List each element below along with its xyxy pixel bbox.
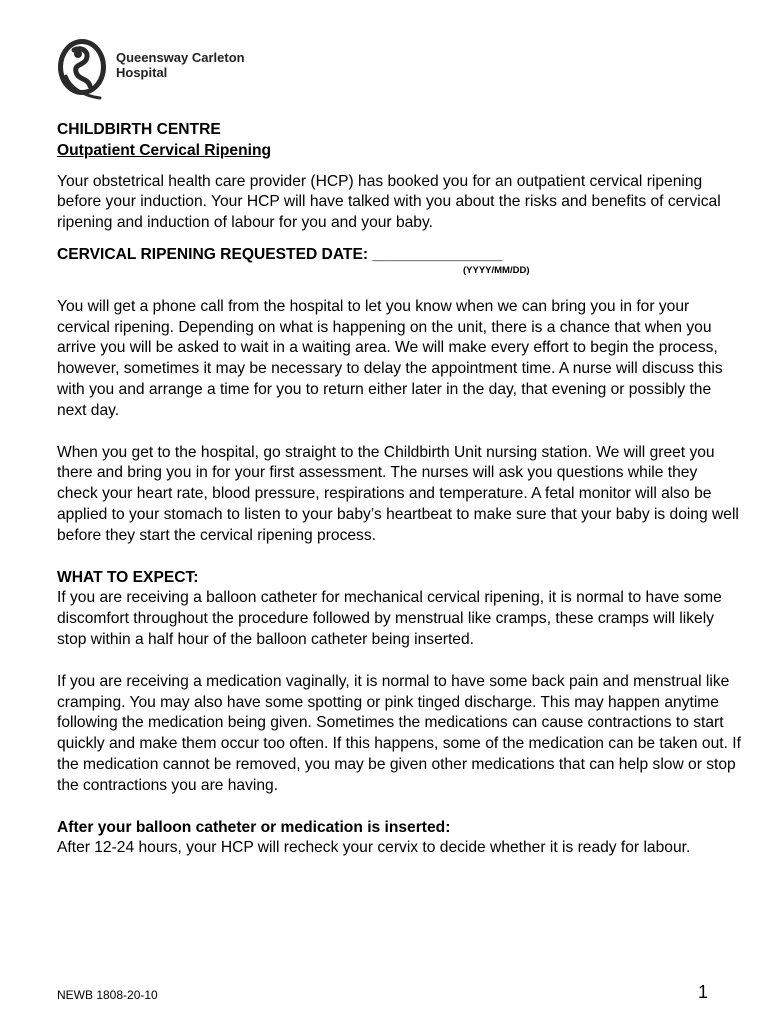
requested-date-label: CERVICAL RIPENING REQUESTED DATE: _______________: [57, 245, 503, 263]
form-code: NEWB 1808-20-10: [57, 988, 158, 1002]
balloon-catheter-paragraph: If you are receiving a balloon catheter for mechanical cervical ripening, it is normal to have some discomfort throughout the procedure followed by menstrual like cramps, these cramps will likely stop within a half hour of the balloon catheter being inserted.: [57, 589, 722, 648]
hospital-logo: [56, 36, 256, 102]
hospital-name: [116, 50, 245, 80]
centre-title: CHILDBIRTH CENTRE: [57, 121, 221, 138]
phone-call-paragraph: You will get a phone call from the hospital to let you know when we can bring you in for your cervical ripening. Depending on what is happening on the unit, there is a chance that when you arrive you will be asked to wait in a waiting area. We will make every effort to begin the process, however, sometimes it may be necessary to delay the appointment time. A nurse will discuss this with you and arrange a time for you to return either later in the day, that evening or possibly the next day.: [57, 297, 723, 419]
hospital-logo-icon: [56, 36, 108, 102]
document-subtitle: Outpatient Cervical Ripening: [57, 141, 272, 159]
document-body: [57, 120, 742, 859]
hospital-name-line2: Hospital: [116, 65, 168, 80]
medication-paragraph: If you are receiving a medication vaginally, it is normal to have some back pain and menstrual like cramping. You may also have some spotting or pink tinged discharge. This may happen anytime following the medication being given. Sometimes the medications can cause contractions to start quickly and make them occur too often. If this happens, some of the medication can be taken out. If the medication cannot be removed, you may be given other medications that can help slow or stop the contractions you are having.: [57, 672, 741, 794]
intro-paragraph: Your obstetrical health care provider (HCP) has booked you for an outpatient cervical ripening before your induction. Your HCP will have talked with you about the risks and benefits of cervical ripening and induction of labour for you and your baby.: [57, 172, 721, 232]
after-insertion-paragraph: After 12-24 hours, your HCP will recheck your cervix to decide whether it is ready for labour.: [57, 839, 691, 857]
date-format-hint: (YYYY/MM/DD): [463, 264, 530, 276]
hospital-name-line1: Queensway Carleton: [116, 50, 245, 65]
after-insertion-heading: After your balloon catheter or medication is inserted:: [57, 818, 451, 836]
arrival-paragraph: When you get to the hospital, go straight to the Childbirth Unit nursing station. We will greet you there and bring you in for your first assessment. The nurses will ask you questions while they check your heart rate, blood pressure, respirations and temperature. A fetal monitor will also be applied to your stomach to listen to your baby’s heartbeat to make sure that your baby is doing well before they start the cervical ripening process.: [57, 443, 739, 544]
what-to-expect-heading: WHAT TO EXPECT:: [57, 568, 199, 586]
page-number: 1: [698, 982, 709, 1002]
